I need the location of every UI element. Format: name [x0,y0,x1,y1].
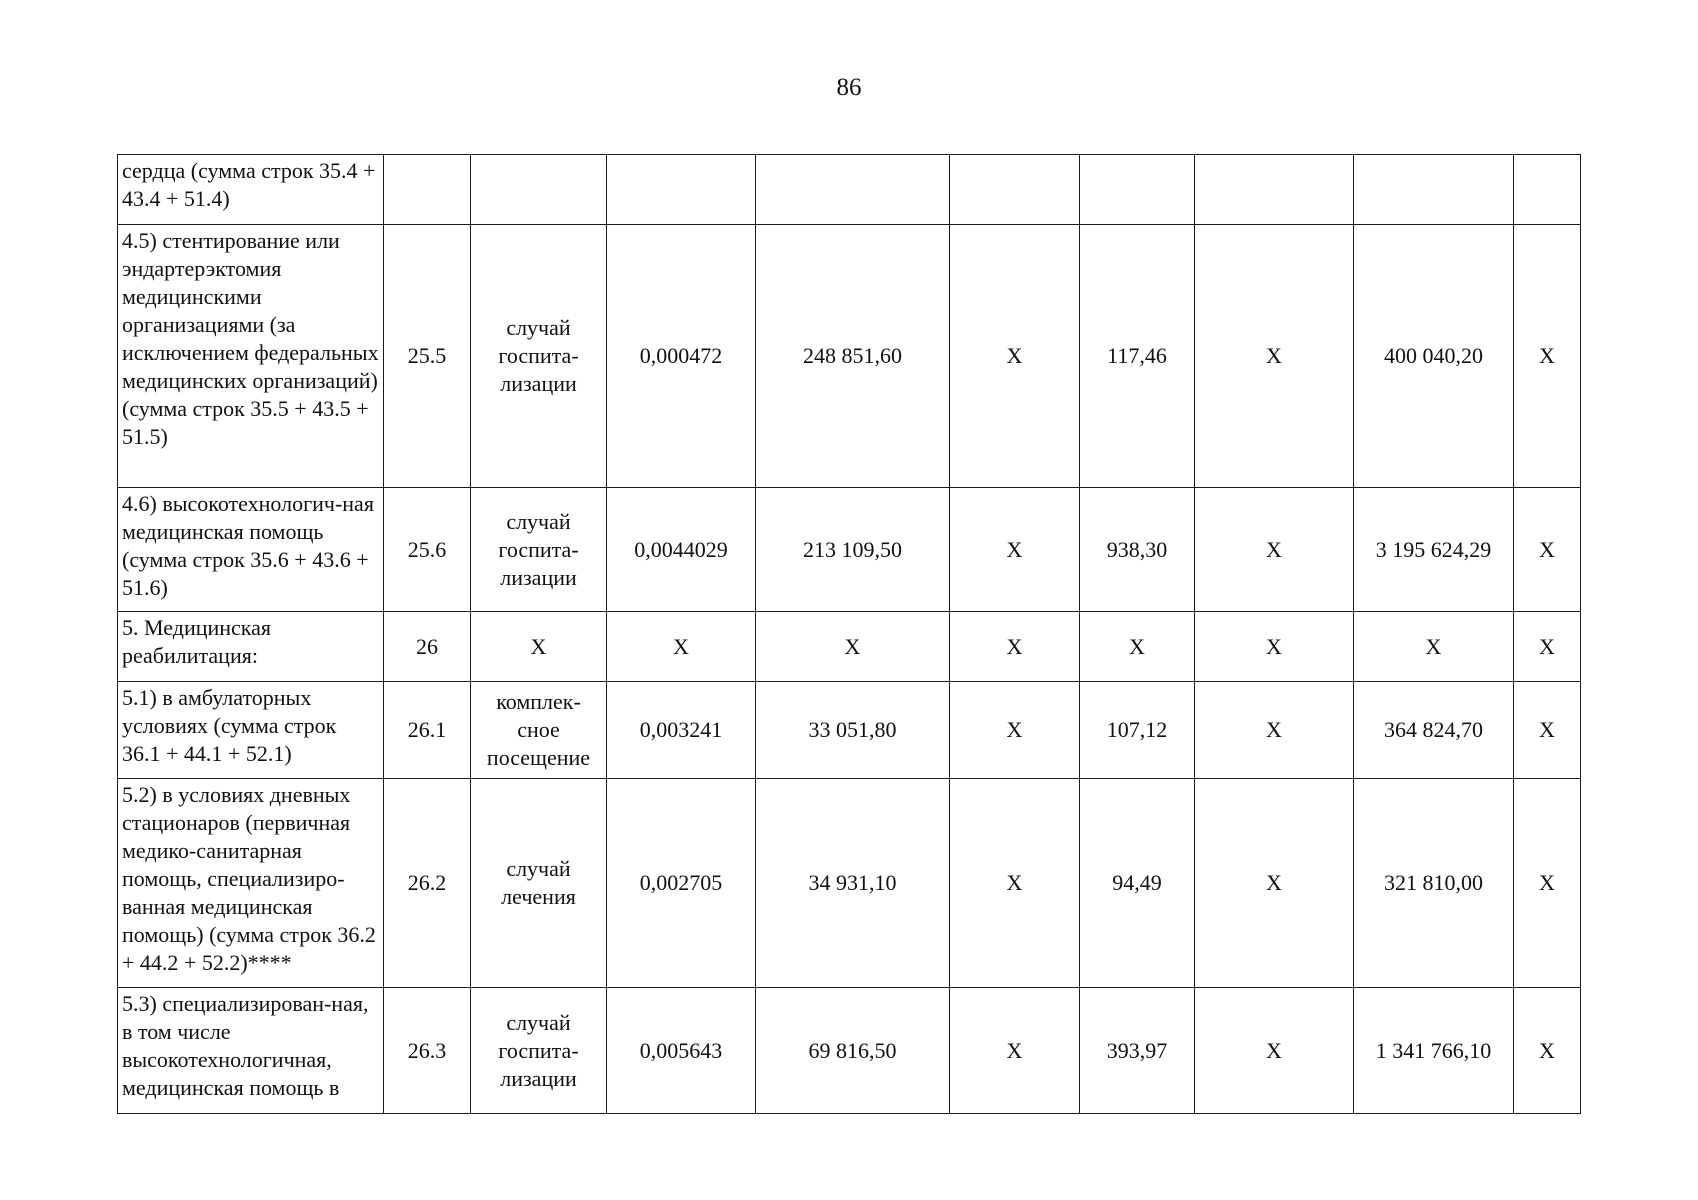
table-cell: 248 851,60 [756,225,950,488]
row-name-cell: 5.1) в амбулаторных условиях (сумма строк 36.1 + 44.1 + 52.1) [118,682,384,779]
table-cell [1354,155,1514,225]
table-cell: 0,003241 [607,682,756,779]
table-cell: Х [1195,682,1354,779]
table-cell: Х [1195,488,1354,612]
table-cell: Х [756,612,950,682]
table-cell: 364 824,70 [1354,682,1514,779]
row-name-cell: 4.6) высокотехнологич-ная медицинская помощь (сумма строк 35.6 + 43.6 + 51.6) [118,488,384,612]
table-cell [1514,155,1581,225]
table-cell [607,155,756,225]
table-cell: 25.5 [384,225,471,488]
table-cell: 938,30 [1080,488,1195,612]
table-cell: Х [607,612,756,682]
row-name-cell: 5. Медицинская реабилитация: [118,612,384,682]
table-cell: Х [1195,779,1354,988]
table-cell: Х [1514,225,1581,488]
table-cell: случай госпита-лизации [471,488,607,612]
table-cell: Х [1514,779,1581,988]
row-name-cell: сердца (сумма строк 35.4 + 43.4 + 51.4) [118,155,384,225]
table-cell: случай госпита-лизации [471,988,607,1114]
table-cell: Х [1354,612,1514,682]
table-cell: 107,12 [1080,682,1195,779]
table-cell: 117,46 [1080,225,1195,488]
table-cell: 393,97 [1080,988,1195,1114]
table-cell: случай лечения [471,779,607,988]
table-cell: 34 931,10 [756,779,950,988]
table-cell: 26.1 [384,682,471,779]
page-number: 86 [836,74,862,101]
table-cell [756,155,950,225]
table-cell: Х [950,682,1080,779]
table-cell: 0,005643 [607,988,756,1114]
table-cell: Х [1195,225,1354,488]
table-row [118,155,1581,225]
table-cell: 26 [384,612,471,682]
table-cell: 0,002705 [607,779,756,988]
data-table [117,154,1581,1114]
table-cell: Х [1514,988,1581,1114]
table-cell [471,155,607,225]
table-cell: Х [1514,488,1581,612]
table-row [118,779,1581,988]
table-row [118,225,1581,488]
table-cell: 26.2 [384,779,471,988]
table-cell: Х [471,612,607,682]
table-cell: Х [1514,612,1581,682]
table-cell: Х [1080,612,1195,682]
table-cell: Х [950,779,1080,988]
table-cell: Х [1195,612,1354,682]
table-cell: случай госпита-лизации [471,225,607,488]
table-cell [950,155,1080,225]
table-cell [1195,155,1354,225]
table-cell: 1 341 766,10 [1354,988,1514,1114]
table-row [118,988,1581,1114]
table-cell: 0,000472 [607,225,756,488]
table-cell: 26.3 [384,988,471,1114]
table-cell: Х [1195,988,1354,1114]
table-cell [384,155,471,225]
table-cell: 25.6 [384,488,471,612]
table-row [118,488,1581,612]
table-cell: Х [950,225,1080,488]
table-cell: 94,49 [1080,779,1195,988]
table-cell: Х [1514,682,1581,779]
row-name-cell: 5.3) специализирован-ная, в том числе высокотехнологичная, медицинская помощь в [118,988,384,1114]
row-name-cell: 4.5) стентирование или эндартерэктомия медицинскими организациями (за исключением федеральных медицинских организаций) (сумма строк 35.5 + 43.5 + 51.5) [118,225,384,488]
table-cell: 321 810,00 [1354,779,1514,988]
table-cell: 213 109,50 [756,488,950,612]
table-cell: Х [950,488,1080,612]
table-cell [1080,155,1195,225]
row-name-cell: 5.2) в условиях дневных стационаров (первичная медико-санитарная помощь, специализиро-ванная медицинская помощь) (сумма строк 36.2 + 44.2 + 52.2)**** [118,779,384,988]
table-cell: Х [950,612,1080,682]
table-cell: комплек-сное посещение [471,682,607,779]
table-cell: 3 195 624,29 [1354,488,1514,612]
table-cell: 0,0044029 [607,488,756,612]
table-cell: 33 051,80 [756,682,950,779]
table-row [118,612,1581,682]
table-row [118,682,1581,779]
table-cell: 69 816,50 [756,988,950,1114]
table-cell: 400 040,20 [1354,225,1514,488]
table-cell: Х [950,988,1080,1114]
